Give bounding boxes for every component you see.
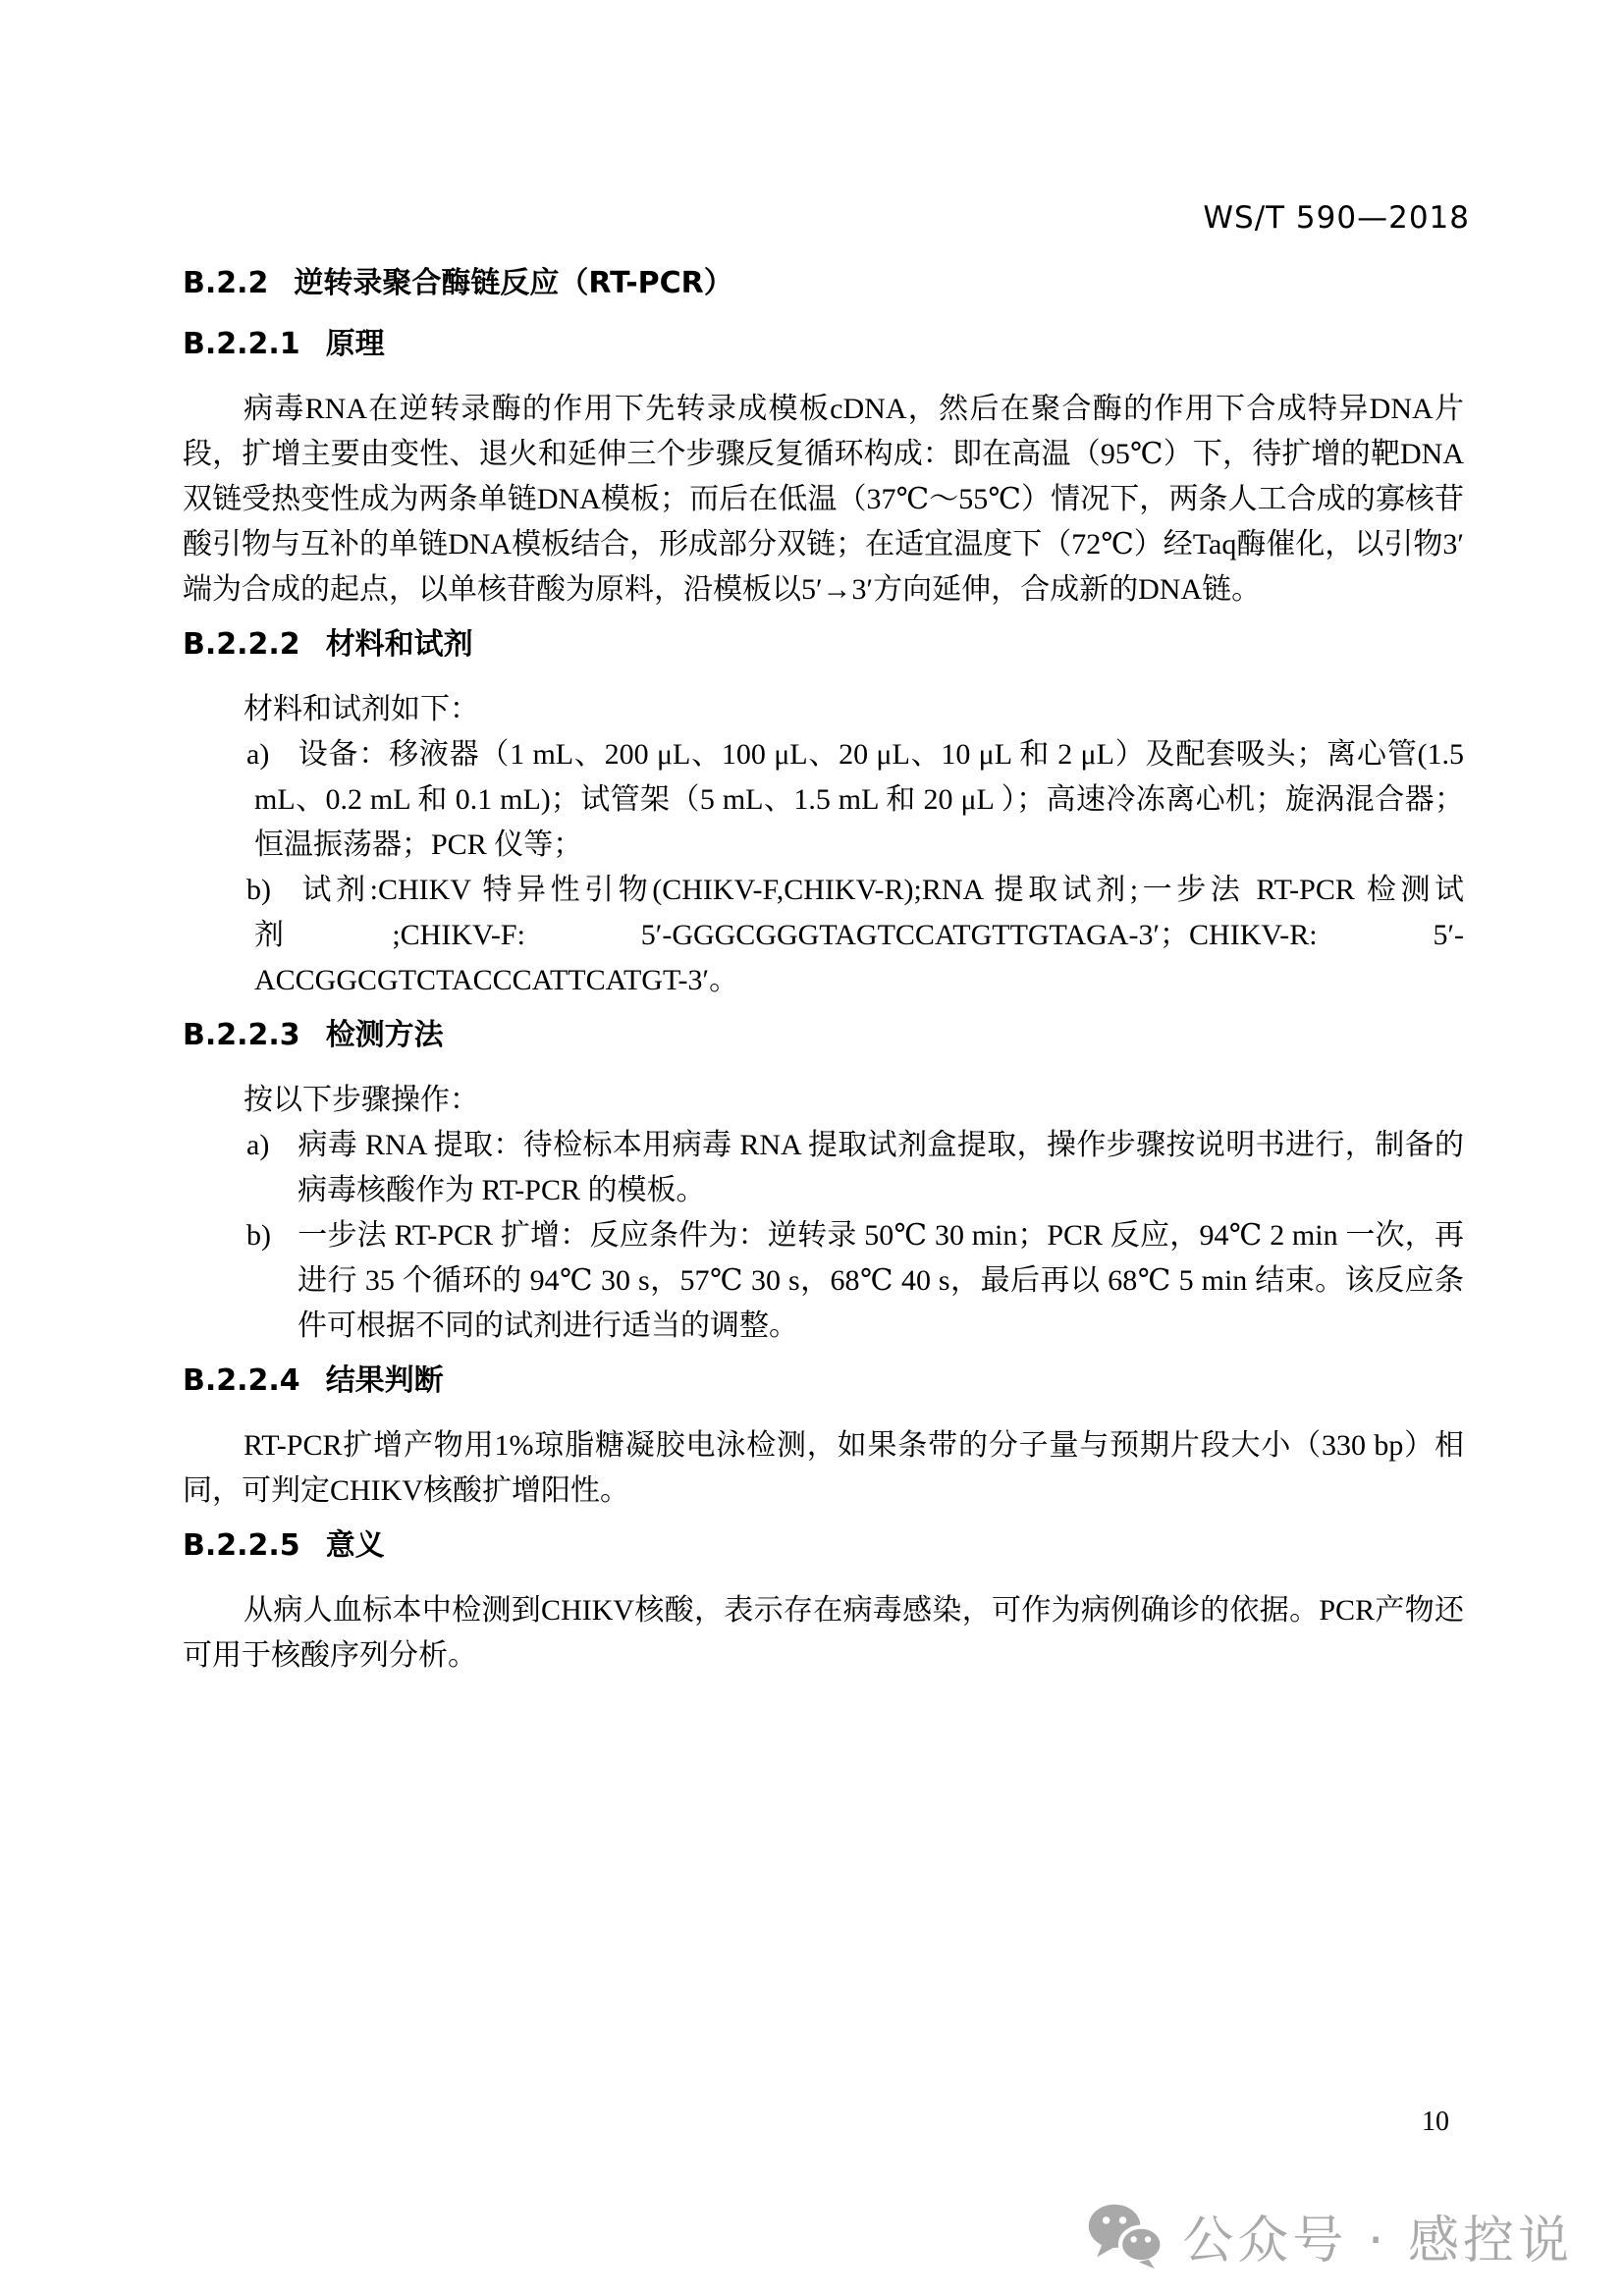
list-item-label: a) [246, 1129, 270, 1161]
heading-number: B.2.2 [183, 266, 269, 300]
section-heading-b2-2-4 [183, 1362, 1464, 1400]
heading-number: B.2.2.1 [183, 327, 300, 361]
list-item [183, 1123, 1464, 1213]
paragraph-principle: 病毒RNA在逆转录酶的作用下先转录成模板cDNA，然后在聚合酶的作用下合成特异DNA片段，扩增主要由变性、退火和延伸三个步骤反复循环构成：即在高温（95℃）下，待扩增的靶DNA双链受热变性成为两条单链DNA模板；而后在低温（37℃～55℃）情况下，两条人工合成的寡核苷酸引物与互补的单链DNA模板结合，形成部分双链；在适宜温度下（72℃）经Taq酶催化，以引物3′端为合成的起点，以单核苷酸为原料，沿模板以5′→3′方向延伸，合成新的DNA链。 [183, 393, 1464, 606]
heading-title: 原理 [325, 327, 385, 361]
document-body [183, 265, 1464, 1679]
list-item-text: 试剂:CHIKV 特异性引物(CHIKV-F,CHIKV-R);RNA 提取试剂;一步法 RT-PCR 检测试剂;CHIKV-F: 5′-GGGCGGGTAGTCCATGTTGTAGA-3′；CHIKV-R: 5′-ACCGGCGTCTACCCATTCATGT-3′。 [254, 874, 1464, 996]
section-heading-b2-2-3 [183, 1017, 1464, 1054]
heading-title: 逆转录聚合酶链反应（RT-PCR） [294, 266, 733, 300]
list-item-label: b) [246, 874, 271, 906]
heading-number: B.2.2.5 [183, 1528, 300, 1563]
heading-title: 意义 [325, 1528, 385, 1563]
heading-number: B.2.2.3 [183, 1018, 300, 1052]
list-item [183, 868, 1464, 1003]
list-item-text: 设备：移液器（1 mL、200 μL、100 μL、20 μL、10 μL 和 2 μL）及配套吸头；离心管(1.5 mL、0.2 mL 和 0.1 mL)；试管架（5 mL、1.5 mL 和 20 μL ）；高速冷冻离心机；旋涡混合器；恒温振荡器；PCR 仪等； [254, 738, 1464, 861]
list-item [183, 732, 1464, 868]
heading-number: B.2.2.4 [183, 1363, 300, 1398]
wechat-icon [1086, 2203, 1166, 2269]
standard-number: WS/T 590—2018 [1203, 200, 1470, 236]
list-item-text: 病毒 RNA 提取：待检标本用病毒 RNA 提取试剂盒提取，操作步骤按说明书进行，制备的病毒核酸作为 RT-PCR 的模板。 [298, 1129, 1464, 1206]
list-method-steps [183, 1123, 1464, 1349]
section-heading-b2-2-5 [183, 1527, 1464, 1565]
paragraph-meaning: 从病人血标本中检测到CHIKV核酸，表示存在病毒感染，可作为病例确诊的依据。PCR产物还可用于核酸序列分析。 [183, 1594, 1464, 1672]
list-item-text: 一步法 RT-PCR 扩增：反应条件为：逆转录 50℃ 30 min；PCR 反应，94℃ 2 min 一次，再进行 35 个循环的 94℃ 30 s，57℃ 30 s，68℃ 40 s，最后再以 68℃ 5 min 结束。该反应条件可根据不同的试剂进行适当的调整。 [298, 1219, 1464, 1342]
watermark-text: 公众号 · 感控说 [1182, 2212, 1573, 2270]
page-number: 10 [1422, 2107, 1449, 2137]
heading-number: B.2.2.2 [183, 627, 300, 662]
heading-title: 材料和试剂 [325, 627, 473, 662]
list-materials [183, 732, 1464, 1003]
section-heading-b2-2-1 [183, 326, 1464, 363]
paragraph-materials-intro: 材料和试剂如下： [244, 693, 479, 725]
list-item [183, 1213, 1464, 1349]
list-item-label: a) [246, 738, 270, 771]
paragraph-result: RT-PCR扩增产物用1%琼脂糖凝胶电泳检测，如果条带的分子量与预期片段大小（330 bp）相同，可判定CHIKV核酸扩增阳性。 [183, 1429, 1464, 1507]
section-heading-b2-2-2 [183, 626, 1464, 664]
list-item-label: b) [246, 1219, 271, 1252]
watermark [1086, 2199, 1573, 2272]
heading-title: 检测方法 [325, 1018, 444, 1052]
heading-title: 结果判断 [325, 1363, 444, 1398]
section-heading-b2-2 [183, 265, 1464, 302]
paragraph-method-intro: 按以下步骤操作： [244, 1084, 479, 1116]
